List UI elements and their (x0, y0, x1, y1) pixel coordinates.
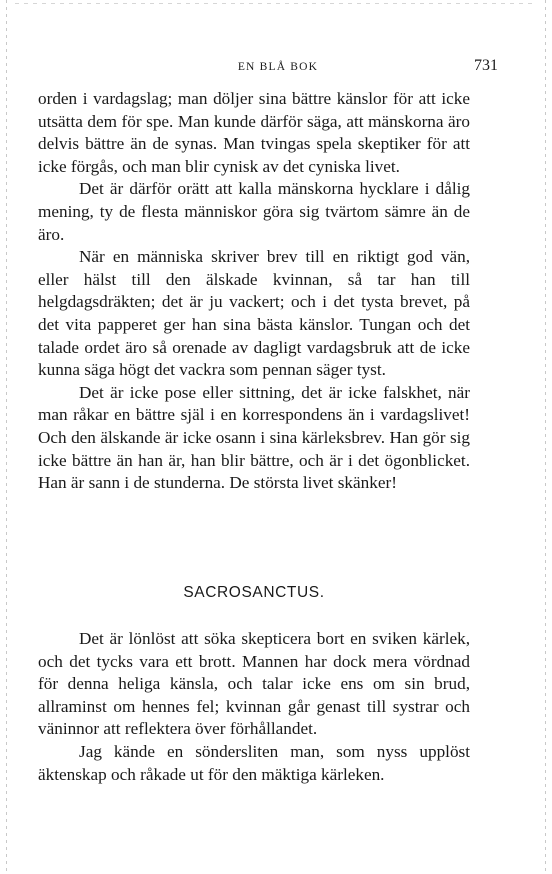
page-left-edge (6, 0, 7, 874)
page-right-edge (545, 0, 546, 874)
section-2-body (38, 628, 470, 786)
paragraph: Det är icke pose eller sittning, det är icke falskhet, när man råkar en bättre själ i en korrespondens än i vardagslivet! Och den älskande är icke osann i sina kärleksbrev. Han gör sig icke bättre än han är, han blir bättre, och är i det ögonblicket. Han är sann i de stunderna. De största livet skänker! (38, 382, 470, 493)
page-number: 731 (474, 57, 498, 74)
section-1-body (38, 88, 470, 495)
paragraph: Det är därför orätt att kalla mänskorna hycklare i dålig mening, ty de flesta människor göra sig tvärtom sämre än de äro. (38, 179, 470, 244)
section-heading: SACROSANCTUS. (183, 584, 325, 601)
page-top-edge (15, 3, 535, 4)
running-title: EN BLÅ BOK (237, 61, 319, 73)
running-head (38, 57, 498, 77)
paragraph: När en människa skriver brev till en riktigt god vän, eller hälst till den älskade kvinnan, så tar han till helgdagsdräkten; det är ju vackert; och i det tysta brevet, på det vita papperet ger han sina bästa känslor. Tungan och det talade ordet äro så orenade av dagligt vardagsbruk att de icke kunna säga högt det vackra som pennan säger tyst. (38, 247, 470, 380)
paragraph: orden i vardagslag; man döljer sina bättre känslor för att icke utsätta dem för spe. Man kunde därför säga, att mänskorna äro delvis bättre än de synas. Man tvingas spela skeptiker för att icke förgås, och man blir cynisk av det cyniska livet. (38, 89, 470, 176)
paragraph: Jag kände en söndersliten man, som nyss upplöst äktenskap och råkade ut för den mäktiga kärleken. (38, 741, 470, 784)
paragraph: Det är lönlöst att söka skepticera bort en sviken kärlek, och det tycks vara ett brott. Mannen har dock mera vördnad för denna heliga känsla, och talar icke ens om sin brud, allraminst om hennes fel; kvinnan går genast till systrar och väninnor att reflektera över förhållandet. (38, 629, 470, 739)
